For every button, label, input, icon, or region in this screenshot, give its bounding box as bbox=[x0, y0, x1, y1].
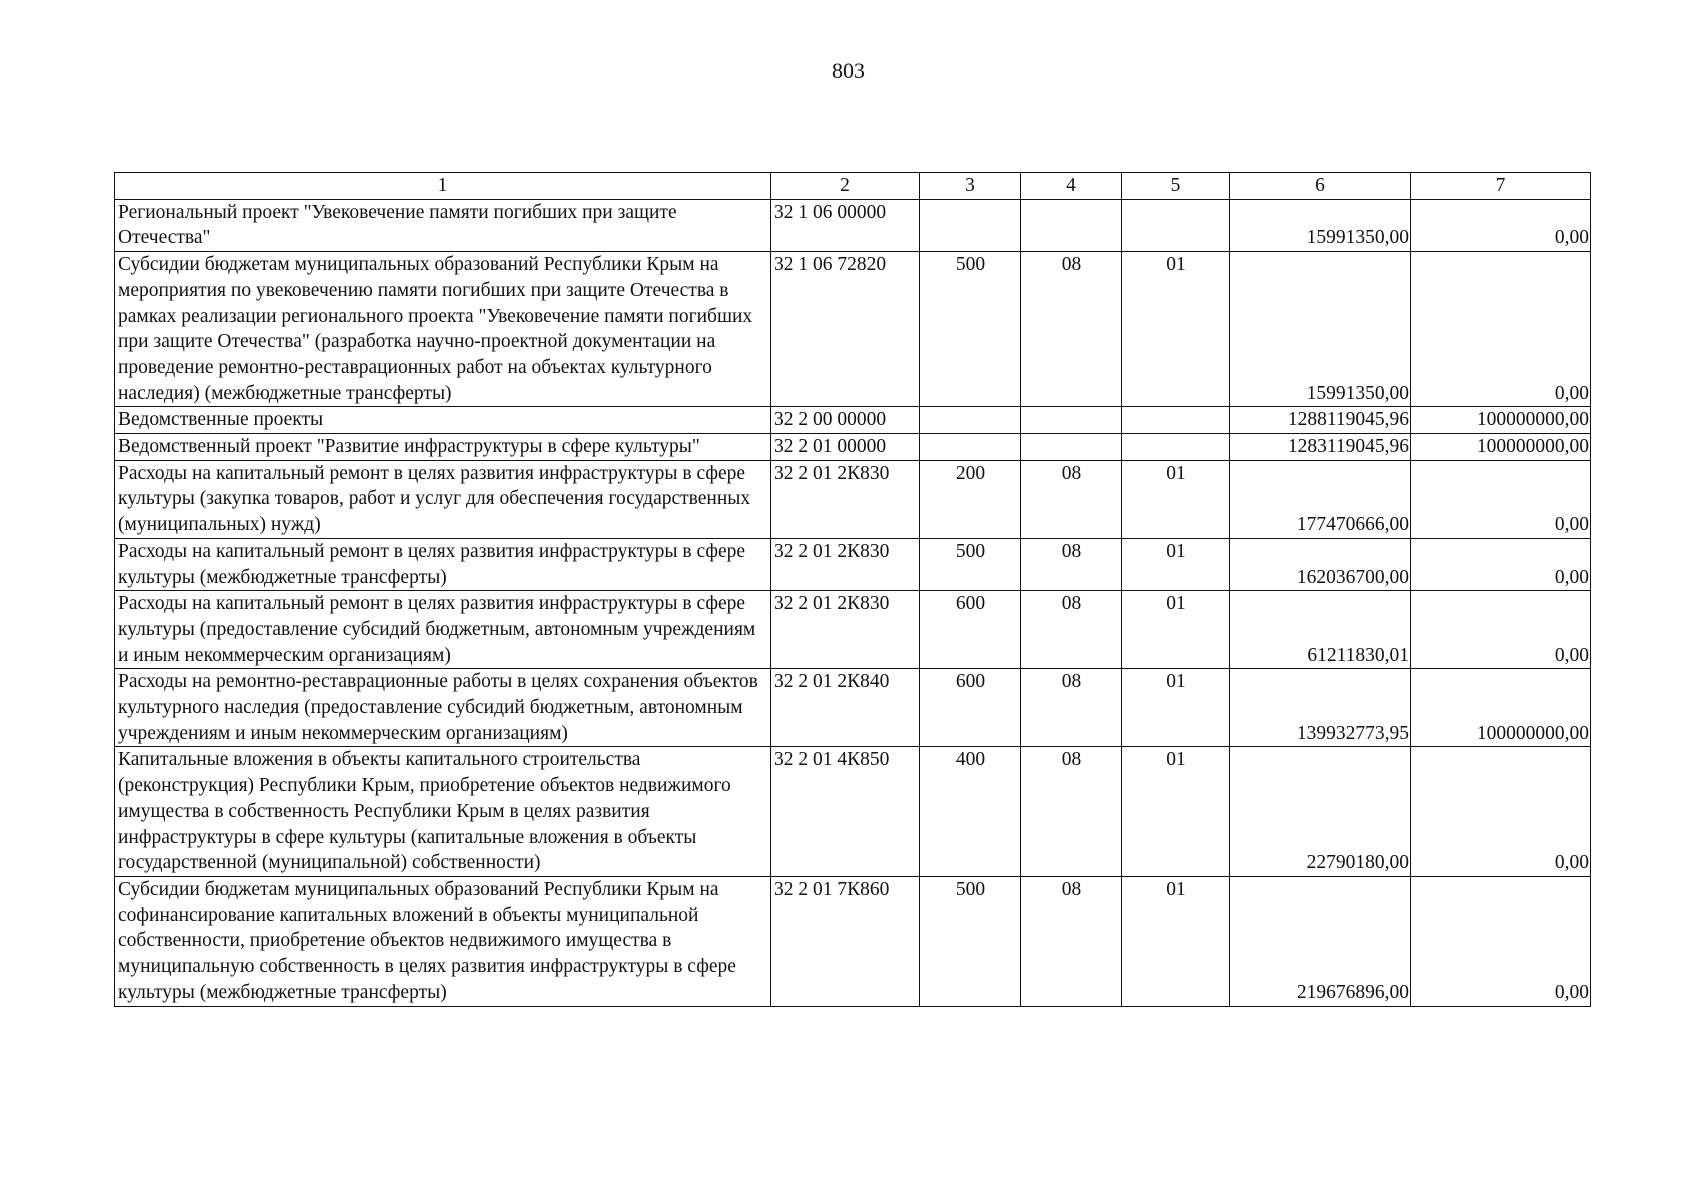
budget-table bbox=[114, 172, 1591, 1007]
row-col-3 bbox=[920, 199, 1021, 251]
row-col-3: 500 bbox=[920, 252, 1021, 407]
table-row bbox=[115, 199, 1591, 251]
row-description: Капитальные вложения в объекты капитального строительства (реконструкция) Республики Крым, приобретение объектов недвижимого имущества в собственность Республики Крым в целях развития инфраструктуры в сфере культуры (капитальные вложения в объекты государственной (муниципальной) собственности) bbox=[115, 747, 771, 877]
row-col-6-amount: 177470666,00 bbox=[1230, 460, 1411, 538]
row-col-3: 200 bbox=[920, 460, 1021, 538]
row-col-3 bbox=[920, 434, 1021, 461]
row-col-7-amount: 0,00 bbox=[1411, 538, 1591, 590]
row-col-6-amount: 219676896,00 bbox=[1230, 876, 1411, 1006]
row-description: Ведомственные проекты bbox=[115, 407, 771, 434]
row-col-5 bbox=[1122, 407, 1230, 434]
row-col-3: 400 bbox=[920, 747, 1021, 877]
row-col-4: 08 bbox=[1021, 876, 1122, 1006]
header-col-3: 3 bbox=[920, 173, 1021, 200]
table-row bbox=[115, 747, 1591, 877]
row-col-5: 01 bbox=[1122, 876, 1230, 1006]
row-code: 32 1 06 72820 bbox=[771, 252, 920, 407]
row-code: 32 2 01 4К850 bbox=[771, 747, 920, 877]
row-description: Расходы на ремонтно-реставрационные работы в целях сохранения объектов культурного наследия (предоставление субсидий бюджетным, автономным учреждениям и иным некоммерческим организациям) bbox=[115, 669, 771, 747]
row-col-4: 08 bbox=[1021, 747, 1122, 877]
row-col-6-amount: 1288119045,96 bbox=[1230, 407, 1411, 434]
row-col-3: 500 bbox=[920, 876, 1021, 1006]
header-col-7: 7 bbox=[1411, 173, 1591, 200]
row-col-7-amount: 0,00 bbox=[1411, 199, 1591, 251]
row-description: Расходы на капитальный ремонт в целях развития инфраструктуры в сфере культуры (межбюджетные трансферты) bbox=[115, 538, 771, 590]
table-row bbox=[115, 669, 1591, 747]
row-col-4: 08 bbox=[1021, 538, 1122, 590]
table-row bbox=[115, 460, 1591, 538]
header-col-6: 6 bbox=[1230, 173, 1411, 200]
row-col-5 bbox=[1122, 434, 1230, 461]
row-col-6-amount: 15991350,00 bbox=[1230, 199, 1411, 251]
table-row bbox=[115, 591, 1591, 669]
table-row bbox=[115, 434, 1591, 461]
row-col-3: 600 bbox=[920, 591, 1021, 669]
row-col-3: 500 bbox=[920, 538, 1021, 590]
row-description: Расходы на капитальный ремонт в целях развития инфраструктуры в сфере культуры (предоставление субсидий бюджетным, автономным учреждениям и иным некоммерческим организациям) bbox=[115, 591, 771, 669]
row-code: 32 1 06 00000 bbox=[771, 199, 920, 251]
row-col-5: 01 bbox=[1122, 252, 1230, 407]
row-col-5: 01 bbox=[1122, 591, 1230, 669]
page-number: 803 bbox=[832, 58, 865, 83]
table-row bbox=[115, 252, 1591, 407]
table-row bbox=[115, 538, 1591, 590]
row-col-3: 600 bbox=[920, 669, 1021, 747]
row-col-7-amount: 0,00 bbox=[1411, 591, 1591, 669]
row-col-4: 08 bbox=[1021, 460, 1122, 538]
row-description: Субсидии бюджетам муниципальных образований Республики Крым на мероприятия по увековечению памяти погибших при защите Отечества в рамках реализации регионального проекта "Увековечение памяти погибших при защите Отечества" (разработка научно-проектной документации на проведение ремонтно-реставрационных работ на объектах культурного наследия) (межбюджетные трансферты) bbox=[115, 252, 771, 407]
row-col-4: 08 bbox=[1021, 591, 1122, 669]
row-col-7-amount: 0,00 bbox=[1411, 876, 1591, 1006]
row-code: 32 2 01 2К830 bbox=[771, 460, 920, 538]
row-col-6-amount: 22790180,00 bbox=[1230, 747, 1411, 877]
row-col-5 bbox=[1122, 199, 1230, 251]
row-col-4: 08 bbox=[1021, 669, 1122, 747]
row-col-3 bbox=[920, 407, 1021, 434]
row-col-4 bbox=[1021, 434, 1122, 461]
row-col-6-amount: 61211830,01 bbox=[1230, 591, 1411, 669]
header-col-5: 5 bbox=[1122, 173, 1230, 200]
table-row bbox=[115, 876, 1591, 1006]
header-col-1: 1 bbox=[115, 173, 771, 200]
header-col-4: 4 bbox=[1021, 173, 1122, 200]
row-description: Субсидии бюджетам муниципальных образований Республики Крым на софинансирование капитальных вложений в объекты муниципальной собственности, приобретение объектов недвижимого имущества в муниципальную собственность в целях развития инфраструктуры в сфере культуры (межбюджетные трансферты) bbox=[115, 876, 771, 1006]
row-col-5: 01 bbox=[1122, 538, 1230, 590]
row-code: 32 2 00 00000 bbox=[771, 407, 920, 434]
row-col-5: 01 bbox=[1122, 669, 1230, 747]
row-code: 32 2 01 2К830 bbox=[771, 538, 920, 590]
row-col-4: 08 bbox=[1021, 252, 1122, 407]
row-col-6-amount: 162036700,00 bbox=[1230, 538, 1411, 590]
row-col-6-amount: 1283119045,96 bbox=[1230, 434, 1411, 461]
row-col-7-amount: 100000000,00 bbox=[1411, 669, 1591, 747]
row-description: Расходы на капитальный ремонт в целях развития инфраструктуры в сфере культуры (закупка товаров, работ и услуг для обеспечения государственных (муниципальных) нужд) bbox=[115, 460, 771, 538]
row-col-4 bbox=[1021, 407, 1122, 434]
row-code: 32 2 01 00000 bbox=[771, 434, 920, 461]
row-col-5: 01 bbox=[1122, 747, 1230, 877]
row-code: 32 2 01 7К860 bbox=[771, 876, 920, 1006]
row-col-7-amount: 100000000,00 bbox=[1411, 434, 1591, 461]
row-code: 32 2 01 2К830 bbox=[771, 591, 920, 669]
row-col-7-amount: 100000000,00 bbox=[1411, 407, 1591, 434]
row-col-5: 01 bbox=[1122, 460, 1230, 538]
row-col-6-amount: 139932773,95 bbox=[1230, 669, 1411, 747]
row-col-6-amount: 15991350,00 bbox=[1230, 252, 1411, 407]
header-col-2: 2 bbox=[771, 173, 920, 200]
row-col-7-amount: 0,00 bbox=[1411, 460, 1591, 538]
row-description: Региональный проект "Увековечение памяти погибших при защите Отечества" bbox=[115, 199, 771, 251]
row-col-7-amount: 0,00 bbox=[1411, 747, 1591, 877]
row-col-4 bbox=[1021, 199, 1122, 251]
row-col-7-amount: 0,00 bbox=[1411, 252, 1591, 407]
header-row bbox=[115, 173, 1591, 200]
row-code: 32 2 01 2К840 bbox=[771, 669, 920, 747]
row-description: Ведомственный проект "Развитие инфраструктуры в сфере культуры" bbox=[115, 434, 771, 461]
table-row bbox=[115, 407, 1591, 434]
